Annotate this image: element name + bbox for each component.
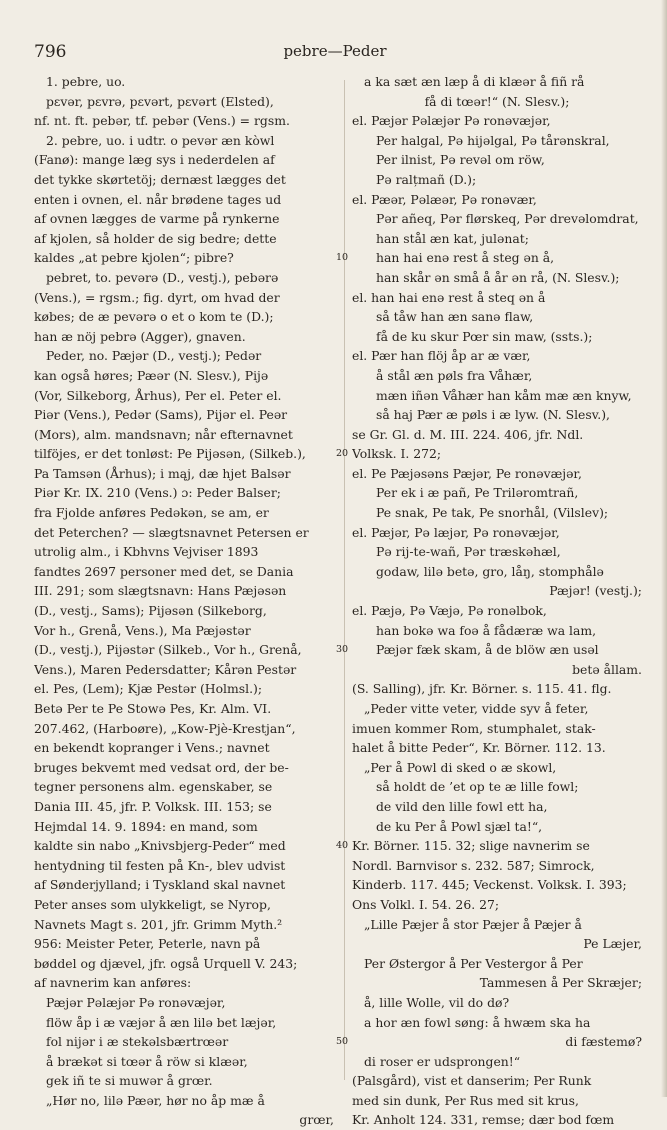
page-number: 796 (34, 42, 67, 62)
right-column-line: el. Pæjər Pəlæjər Pə ronəvæjər, (352, 113, 551, 129)
right-column-line: Pər añeq, Pər flørskeq, Pər drevəlomdrat, (376, 211, 639, 227)
left-column-line: af navnerim kan anføres: (34, 975, 192, 991)
line-number: 30 (336, 644, 349, 656)
left-column-line: Piər (Vens.), Pedər (Sams), Pijər el. Peər (34, 407, 288, 423)
left-column-line: gek iñ te si muwər å grœr. (46, 1073, 213, 1089)
left-column-line: utrolig alm., i Kbhvns Vejviser 1893 (34, 544, 259, 560)
left-column-line: Peder, no. Pæjər (D., vestj.); Pedər (46, 348, 262, 364)
line-number: 20 (336, 448, 349, 460)
right-column-line: Per halgal, Pə hijəlgal, Pə tårənskral, (376, 132, 610, 148)
left-column-line: Piər Kr. IX. 210 (Vens.) ɔ: Peder Balser; (34, 485, 281, 501)
right-column-line: Pæjər fæk skam, å de blöw æn usəl (376, 642, 599, 658)
right-column (352, 72, 642, 1130)
left-column-line: fra Fjolde anføres Pedəkən, se am, er (34, 505, 269, 521)
right-column-line: Per ek i æ pañ, Pe Triləromtrañ, (376, 485, 579, 501)
running-title: pebre—Peder (283, 42, 387, 60)
right-column-line: de vild den lille fowl ett ha, (376, 798, 548, 814)
left-column-line: grœr, (299, 1112, 334, 1128)
left-column-line: III. 291; som slægtsnavn: Hans Pæjəsən (34, 583, 287, 599)
left-column-line: (Vens.), = rgsm.; fig. dyrt, om hvad der (34, 289, 280, 305)
page-header (34, 42, 636, 64)
right-column-line: „Peder vitte veter, vidde syv å feter, (364, 701, 589, 716)
left-column-line: kan også høres; Pæər (N. Slesv.), Pijə (34, 367, 269, 383)
left-column-line: enten i ovnen, el. når brødene tages ud (34, 191, 282, 207)
left-column-line: (Fanø): mange læg sys i nederdelen af (34, 152, 275, 168)
left-column-line: af ovnen lægges de varme på rynkerne (34, 211, 280, 227)
left-column-line: 207.462, (Harboøre), „Kow-Pjè-Krestjan“, (34, 720, 296, 736)
right-column-line: el. Pæər, Pəlæər, Pə ronəvær, (352, 191, 537, 207)
left-column-line: pɛvər, pɛvrə, pɛvərt, pɛvərt (Elsted), (46, 93, 274, 109)
left-column-line: (Mors), alm. mandsnavn; når efternavnet (34, 426, 293, 442)
left-column-line: bruges bekvemt med vedsat ord, der be- (34, 759, 289, 775)
left-column-line: Vens.), Maren Pedersdatter; Kårən Pestər (34, 661, 297, 677)
left-column-line: købes; de æ pevərə o et o kom te (D.); (34, 309, 274, 325)
right-column-line: el. han hai enə rest å steq ən å (352, 289, 546, 305)
left-column-line: (Vor, Silkeborg, Århus), Per el. Peter el. (34, 387, 282, 403)
left-column-line: (D., vestj., Sams); Pijəsən (Silkeborg, (34, 603, 267, 619)
right-column-line: di roser er udsprongen!“ (364, 1053, 521, 1069)
right-column-line: få de ku skur Pœr sin maw, (ssts.); (376, 328, 593, 344)
right-column-line: Pə ralțmañ (D.); (376, 171, 477, 187)
right-column-line: „Per å Powl di sked o æ skowl, (364, 759, 557, 775)
line-number: 50 (336, 1036, 349, 1048)
right-column-line: mæn iñən Våhær han kåm mæ æn knyw, (376, 387, 632, 403)
right-column-line: Ons Volkl. I. 54. 26. 27; (352, 896, 500, 912)
left-column-line: Hejmdal 14. 9. 1894: en mand, som (34, 818, 258, 834)
left-column-line: af Sønderjylland; i Tyskland skal navnet (34, 877, 286, 893)
right-column-line: å stål æn pøls fra Våhær, (376, 367, 533, 383)
right-column-line: Nordl. Barnvisor s. 232. 587; Simrock, (352, 857, 595, 873)
left-column-line: Dania III. 45, jfr. P. Volksk. III. 153; se (34, 798, 272, 814)
left-column-line: kaldes „at pebre kjolen“; pibre? (34, 250, 234, 266)
right-column-line: Pe snak, Pe tak, Pe snorhål, (Vilslev); (376, 505, 609, 521)
column-divider (344, 80, 345, 1080)
right-column-line: el. Pæjər, Pə læjər, Pə ronəvæjər, (352, 524, 560, 540)
left-column-line: Betə Per te Pe Stowə Pes, Kr. Alm. VI. (34, 701, 272, 716)
right-column-line: Kr. Börner. 115. 32; slige navnerim se (352, 838, 590, 854)
right-column-line: el. Pær han flöj åp ar æ vær, (352, 348, 531, 364)
left-column-line: af kjolen, så holder de sig bedre; dette (34, 230, 277, 246)
right-column-line: Per Østergor å Per Vestergor å Per (364, 955, 583, 971)
right-column-line: å, lille Wolle, vil do dø? (364, 994, 510, 1010)
right-column-line: a hor æn fowl søng: å hwæm ska ha (364, 1014, 591, 1030)
right-column-line: Per ilnist, Pə revəl om röw, (376, 152, 545, 168)
left-column-line: pebret, to. pevərə (D., vestj.), pebərə (46, 269, 279, 285)
right-column-line: „Lille Pæjer å stor Pæjer å Pæjer å (364, 916, 582, 932)
left-column-line: Peter anses som ulykkeligt, se Nyrop, (34, 896, 271, 912)
right-column-line: Pæjər! (vestj.); (549, 583, 642, 599)
right-column-line: di fæstemø? (565, 1034, 642, 1050)
right-column-line: få di tœər!“ (N. Slesv.); (424, 93, 570, 109)
left-column-line: nf. nt. ft. pebər, tf. pebər (Vens.) = rgsm. (34, 113, 290, 129)
left-column-line: bøddel og djævel, jfr. også Urquell V. 243; (34, 955, 298, 971)
left-column-line: kaldte sin nabo „Knivsbjerg-Peder“ med (34, 838, 286, 854)
right-column-line: halet å bitte Peder“, Kr. Börner. 112. 13. (352, 740, 606, 756)
right-column-line: han skår ən små å år ən rå, (N. Slesv.); (376, 269, 620, 285)
left-column-line: el. Pes, (Lem); Kjæ Pestər (Holmsl.); (34, 681, 263, 697)
left-column (34, 72, 334, 1130)
left-column-line: tilföjes, er det tonløst: Pe Pijəsən, (Silkeb.), (34, 446, 306, 462)
left-column-line: det tykke skørtetöj; dernæst lægges det (34, 171, 286, 187)
right-column-line: Kr. Anholt 124. 331, remse; dær bod fœm (352, 1112, 615, 1128)
left-column-line: hentydning til festen på Kn-, blev udvist (34, 857, 286, 873)
left-column-line: en bekendt kopranger i Vens.; navnet (34, 740, 270, 756)
right-column-line: de ku Per å Powl sjæl ta!“, (376, 818, 543, 834)
right-column-line: han bokə wa foə å fådæræ wa lam, (376, 622, 597, 638)
right-column-line: Pə rij-te-wañ, Pər træskəhæl, (376, 544, 561, 560)
left-column-line: (D., vestj.), Pijəstər (Silkeb., Vor h., Grenå, (34, 642, 302, 658)
right-column-line: (S. Salling), jfr. Kr. Börner. s. 115. 41. flg. (352, 681, 612, 697)
right-column-line: se Gr. Gl. d. M. III. 224. 406, jfr. Ndl. (352, 426, 584, 442)
left-column-line: fol nijər i æ stekəlsbærtrœər (46, 1034, 229, 1050)
left-column-line: 956: Meister Peter, Peterle, navn på (34, 936, 261, 952)
left-column-line: Navnets Magt s. 201, jfr. Grimm Myth.² (34, 916, 283, 932)
left-column-line: det Peterchen? — slægtsnavnet Petersen er (34, 524, 309, 540)
right-column-line: Pe Læjer, (583, 936, 642, 952)
right-column-line: godaw, lilə betə, gro, låŋ, stomphålə (376, 563, 604, 579)
left-column-line: Vor h., Grenå, Vens.), Ma Pæjəstər (34, 622, 251, 638)
left-column-line: flöw åp i æ væjər å æn lilə bet læjər, (46, 1014, 277, 1030)
right-column-line: med sin dunk, Per Rus med sit krus, (352, 1092, 579, 1108)
right-column-line: el. Pe Pæjəsəns Pæjər, Pe ronəvæjər, (352, 465, 582, 481)
left-column-line: 1. pebre, uo. (46, 74, 126, 89)
right-column-line: el. Pæjə, Pə Væjə, Pə ronəlbok, (352, 603, 547, 619)
left-column-line: „Hør no, lilə Pæər, hør no åp mæ å (46, 1092, 265, 1108)
right-column-line: så holdt de ’et op te æ lille fowl; (376, 779, 579, 795)
left-column-line: Pa Tamsən (Århus); i mąj, dæ hjet Balsər (34, 465, 291, 481)
right-column-line: så tåw han æn sanə flaw, (376, 309, 534, 325)
line-number: 10 (336, 252, 349, 264)
right-column-line: (Palsgård), vist et danserim; Per Runk (352, 1073, 592, 1089)
left-column-line: han æ nöj pebrə (Agger), gnaven. (34, 328, 246, 344)
right-column-line: imuen kommer Rom, stumphalet, stak- (352, 720, 596, 736)
right-column-line: Tammesen å Per Skræjer; (479, 975, 642, 991)
left-column-line: Pæjər Pəlæjər Pə ronəvæjər, (46, 994, 226, 1010)
right-column-line: han stål æn kat, julənat; (376, 230, 529, 246)
page-edge-shadow (661, 0, 667, 1097)
line-number: 40 (336, 840, 349, 852)
right-column-line: så haj Pær æ pøls i æ lyw. (N. Slesv.), (376, 407, 610, 423)
left-column-line: fandtes 2697 personer med det, se Dania (34, 563, 294, 579)
right-column-line: a ka sæt æn læp å di klæər å fiñ rå (364, 74, 585, 89)
right-column-line: Volksk. I. 272; (352, 446, 442, 462)
right-column-line: betə ållam. (572, 661, 642, 677)
left-column-line: tegner personens alm. egenskaber, se (34, 779, 273, 795)
left-column-line: 2. pebre, uo. i udtr. o pevər æn kòwl (46, 132, 275, 148)
right-column-line: han hai enə rest å steg ən å, (376, 250, 555, 266)
right-column-line: Kinderb. 117. 445; Veckenst. Volksk. I. 393; (352, 877, 627, 893)
left-column-line: å brækət si tœər å röw si klæər, (46, 1053, 248, 1069)
